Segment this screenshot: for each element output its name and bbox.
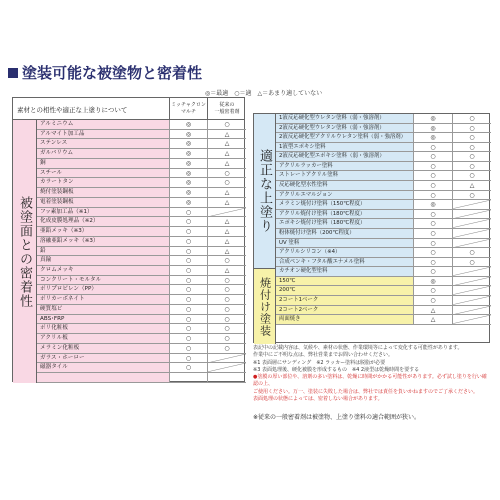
table-row <box>276 124 491 134</box>
substrate-name: ポリ化粧板 <box>37 324 169 333</box>
notes <box>253 345 490 403</box>
rating-conventional: ○ <box>207 178 246 187</box>
table-row <box>37 227 246 237</box>
rating-conventional: ○ <box>207 276 246 285</box>
note-2: 作業中にご不明な点は、弊社営業までお問い合わせください。 <box>253 352 394 359</box>
rating-conventional <box>207 363 246 372</box>
rating-conventional: ○ <box>452 191 491 200</box>
table-row <box>37 247 246 257</box>
rating-conventional: △ <box>207 237 246 246</box>
table-row <box>276 286 491 296</box>
rating-conventional <box>452 239 491 248</box>
rating-mitchakuron: ○ <box>413 171 452 180</box>
table-row <box>276 239 491 249</box>
baking-name: 2コート1ベーク <box>276 296 413 305</box>
substrate-name: スチール <box>37 169 169 178</box>
rating-mitchakuron: ◎ <box>169 159 207 168</box>
table-row <box>37 139 246 149</box>
table-row <box>37 208 246 218</box>
table-row <box>276 277 491 287</box>
rating-conventional: ○ <box>452 114 491 123</box>
substrate-name: アルマイト加工品 <box>37 130 169 139</box>
left-rows <box>37 120 246 383</box>
rating-mitchakuron <box>169 373 207 382</box>
rating-conventional: △ <box>207 266 246 275</box>
header-description: 素材との相性や適正な上塗りについて <box>17 106 128 114</box>
rating-mitchakuron: ◎ <box>413 114 452 123</box>
rating-mitchakuron: ○ <box>413 258 452 267</box>
table-row <box>37 149 246 159</box>
substrate-name: 化成皮膜処理品（※2） <box>37 217 169 226</box>
header-col-mitchakuron: ミッチャクロン マルチ <box>169 98 207 120</box>
baking-name: 200℃ <box>276 286 413 295</box>
topcoat-name: 粉体焼付け塗料（200℃程度） <box>276 229 413 238</box>
substrate-name: 硬質塩ビ <box>37 305 169 314</box>
rating-conventional: ○ <box>452 143 491 152</box>
table-row <box>276 181 491 191</box>
rating-mitchakuron: ○ <box>169 256 207 265</box>
topcoat-name: 1液型エポキシ塗料 <box>276 143 413 152</box>
rating-conventional: ○ <box>207 256 246 265</box>
substrate-name: ガラス・ホーロー <box>37 354 169 363</box>
legend: ◎＝最適 ○＝適 △＝あまり適していない <box>205 90 323 97</box>
table-header <box>13 98 244 120</box>
rating-conventional <box>452 229 491 238</box>
table-row <box>37 198 246 208</box>
rating-conventional: ○ <box>452 171 491 180</box>
substrate-name: ステンレス <box>37 139 169 148</box>
rating-mitchakuron: ◎ <box>413 200 452 209</box>
substrate-name: ABS･FRP <box>37 315 169 324</box>
table-row <box>276 229 491 239</box>
substrate-name: ポリプロピレン（PP） <box>37 285 169 294</box>
rating-mitchakuron: ○ <box>413 239 452 248</box>
rating-mitchakuron: ○ <box>169 315 207 324</box>
substrate-name: 磁器タイル <box>37 363 169 372</box>
footnote: ※従来の一般密着剤は被塗物、上塗り塗料の適合範囲が狭い。 <box>253 414 421 421</box>
table-row <box>37 266 246 276</box>
note-3: ※1 表面層にサンディング ※2 ラッカー塗料は脱脂が必要 <box>253 359 386 366</box>
table-row <box>276 315 491 325</box>
rating-mitchakuron: ○ <box>169 266 207 275</box>
table-row <box>37 295 246 305</box>
substrate-name: メラミン化粧板 <box>37 344 169 353</box>
topcoat-name: エポキシ焼付け塗料（180℃程度） <box>276 219 413 228</box>
topcoat-name: 1液反応硬化型ウレタン塗料（弱・強溶剤） <box>276 114 413 123</box>
rating-mitchakuron: ○ <box>169 354 207 363</box>
title-square-icon <box>8 68 18 78</box>
topcoat-name: カチオン硬化型塗料 <box>276 267 413 276</box>
rating-mitchakuron: ◎ <box>169 139 207 148</box>
topcoat-name: アクリルエマルジョン <box>276 191 413 200</box>
rating-conventional <box>452 277 491 286</box>
rating-conventional: ○ <box>207 344 246 353</box>
substrate-name: コンクリート・モルタル <box>37 276 169 285</box>
rating-mitchakuron: ◎ <box>413 277 452 286</box>
table-row <box>37 373 246 383</box>
rating-conventional: ○ <box>207 334 246 343</box>
table-row <box>276 258 491 268</box>
table-row <box>276 143 491 153</box>
rating-conventional: ○ <box>207 285 246 294</box>
substrate-name: 亜鉛メッキ（※3） <box>37 227 169 236</box>
topcoat-name: アクリル焼付け塗料（180℃程度） <box>276 210 413 219</box>
table-row <box>37 217 246 227</box>
rating-conventional <box>452 306 491 315</box>
warning-1: ●塗膜の厚い部位や、溶剤の多い塗料は、乾燥に時間がかかる可能性があります。必ず試し塗りを行い確認の上、 <box>253 374 487 388</box>
substrate-name <box>37 373 169 382</box>
baking-name: 2コート2ベーク <box>276 306 413 315</box>
rating-mitchakuron: ○ <box>413 210 452 219</box>
rating-mitchakuron: ○ <box>413 152 452 161</box>
rating-conventional: △ <box>207 130 246 139</box>
table-row <box>276 296 491 306</box>
rating-mitchakuron: ○ <box>413 296 452 305</box>
topcoat-name: 反応硬化型水性塗料 <box>276 181 413 190</box>
table-row <box>276 210 491 220</box>
substrate-name: ガルバリウム <box>37 149 169 158</box>
substrate-name: 真鍮 <box>37 256 169 265</box>
rating-conventional: △ <box>207 149 246 158</box>
rating-conventional: ○ <box>452 124 491 133</box>
rating-conventional: △ <box>207 198 246 207</box>
topcoat-name: 合成ペンキ・フタル酸エナメル塗料 <box>276 258 413 267</box>
rating-conventional: ○ <box>452 248 491 257</box>
table-row <box>37 363 246 373</box>
rating-mitchakuron: ○ <box>413 286 452 295</box>
topcoat-name: 2液反応硬化型アクリルウレタン塗料（弱・強溶剤） <box>276 133 413 142</box>
category-label: 被塗面との密着性 <box>13 120 37 383</box>
rating-conventional <box>452 219 491 228</box>
rating-conventional: ○ <box>452 162 491 171</box>
rating-mitchakuron: ○ <box>169 324 207 333</box>
topcoat-name: 2液反応硬化型ウレタン塗料（弱・強溶剤） <box>276 124 413 133</box>
rating-conventional <box>207 208 246 217</box>
table-row <box>276 191 491 201</box>
substrate-name: 溶融亜鉛メッキ（※3） <box>37 237 169 246</box>
table-row <box>37 285 246 295</box>
table-row <box>37 354 246 364</box>
rating-mitchakuron: ○ <box>169 227 207 236</box>
right-rows <box>276 114 491 325</box>
warning-2: ご使用ください。万一、塗装に失敗した場合は、弊社では責任を負いかねますのでご了承ください。 <box>253 388 479 395</box>
rating-mitchakuron: ◎ <box>169 130 207 139</box>
note-4: ※3 表面処理後、硬化被膜を形成するもの ※4 2液型は乾燥時間を要する <box>253 366 420 373</box>
rating-conventional <box>207 373 246 382</box>
rating-mitchakuron: ○ <box>413 267 452 276</box>
rating-conventional <box>452 200 491 209</box>
category-baking: 焼付け塗装 <box>254 269 276 344</box>
topcoat-name: UV 塗料 <box>276 239 413 248</box>
warning-3: 表面処理の状態によっては、密着しない場合があります。 <box>253 396 383 403</box>
table-row <box>37 256 246 266</box>
rating-conventional: △ <box>207 188 246 197</box>
table-row <box>37 344 246 354</box>
rating-mitchakuron: ◎ <box>169 149 207 158</box>
rating-conventional <box>452 286 491 295</box>
compatibility-table <box>12 97 245 382</box>
rating-mitchakuron: ○ <box>169 247 207 256</box>
table-row <box>37 305 246 315</box>
table-row <box>276 162 491 172</box>
rating-conventional: ○ <box>207 324 246 333</box>
substrate-name: 銅 <box>37 159 169 168</box>
rating-mitchakuron: ○ <box>169 276 207 285</box>
rating-conventional <box>452 296 491 305</box>
table-row <box>37 324 246 334</box>
rating-conventional: ○ <box>452 133 491 142</box>
baking-name: 両面焼き <box>276 315 413 324</box>
rating-mitchakuron: ○ <box>413 248 452 257</box>
table-row <box>37 130 246 140</box>
table-row <box>37 237 246 247</box>
substrate-name: クロムメッキ <box>37 266 169 275</box>
rating-conventional: ○ <box>207 169 246 178</box>
rating-mitchakuron: ○ <box>169 295 207 304</box>
table-row <box>37 159 246 169</box>
rating-mitchakuron: ○ <box>413 229 452 238</box>
table-row <box>276 200 491 210</box>
rating-mitchakuron: ○ <box>413 181 452 190</box>
category-topcoat: 適正な上塗り <box>254 114 276 269</box>
rating-mitchakuron: ○ <box>169 305 207 314</box>
substrate-name: カラートタン <box>37 178 169 187</box>
topcoat-name: 2液反応硬化型エポキシ塗料（弱・強溶剤） <box>276 152 413 161</box>
table-row <box>276 171 491 181</box>
table-row <box>276 306 491 316</box>
rating-mitchakuron: ◎ <box>413 133 452 142</box>
rating-conventional: △ <box>207 227 246 236</box>
rating-conventional: △ <box>452 181 491 190</box>
topcoat-name: メラミン焼付け塗料（150℃程度） <box>276 200 413 209</box>
rating-mitchakuron: ○ <box>413 191 452 200</box>
topcoat-table <box>253 113 490 343</box>
rating-conventional: △ <box>207 217 246 226</box>
rating-conventional: ○ <box>207 295 246 304</box>
rating-conventional <box>452 267 491 276</box>
rating-conventional: ○ <box>452 152 491 161</box>
substrate-name: ポリカーボネイト <box>37 295 169 304</box>
topcoat-name: アクリルラッカー塗料 <box>276 162 413 171</box>
table-row <box>276 114 491 124</box>
rating-mitchakuron: ○ <box>169 334 207 343</box>
table-row <box>37 334 246 344</box>
topcoat-name: アクリルシリコン（※4） <box>276 248 413 257</box>
table-row <box>37 315 246 325</box>
table-row <box>37 178 246 188</box>
substrate-name: 焼付塗装鋼板 <box>37 188 169 197</box>
title-text: 塗装可能な被塗物と密着性 <box>22 64 203 82</box>
substrate-name: アルミニウム <box>37 120 169 129</box>
rating-mitchakuron: △ <box>413 306 452 315</box>
rating-conventional: △ <box>207 159 246 168</box>
table-row <box>276 133 491 143</box>
rating-conventional: ○ <box>452 258 491 267</box>
rating-mitchakuron: ○ <box>169 237 207 246</box>
table-row <box>276 219 491 229</box>
rating-conventional <box>452 210 491 219</box>
topcoat-name: ストレートアクリル塗料 <box>276 171 413 180</box>
rating-conventional: ○ <box>207 305 246 314</box>
rating-mitchakuron: ○ <box>169 217 207 226</box>
table-row <box>37 276 246 286</box>
rating-conventional <box>452 315 491 324</box>
substrate-name: 電着塗装鋼板 <box>37 198 169 207</box>
rating-mitchakuron: ◎ <box>169 120 207 129</box>
page-title <box>8 62 202 83</box>
table-row <box>276 152 491 162</box>
substrate-name: アクリル板 <box>37 334 169 343</box>
table-row <box>37 188 246 198</box>
table-row <box>37 169 246 179</box>
rating-conventional: ○ <box>207 120 246 129</box>
rating-mitchakuron: ◎ <box>413 124 452 133</box>
table-row <box>37 120 246 130</box>
rating-mitchakuron: ○ <box>413 162 452 171</box>
rating-conventional <box>207 354 246 363</box>
rating-mitchakuron: ◎ <box>169 178 207 187</box>
substrate-name: 鉛 <box>37 247 169 256</box>
rating-conventional: △ <box>207 247 246 256</box>
rating-mitchakuron: ○ <box>169 363 207 372</box>
note-1: 表記中の記載内容は、気候や、素材の状態、作業環境等によって変化する可能性があります。 <box>253 345 463 351</box>
rating-mitchakuron: ◎ <box>169 198 207 207</box>
rating-mitchakuron: ○ <box>169 208 207 217</box>
rating-mitchakuron: ○ <box>169 344 207 353</box>
header-col-conventional: 従来の 一般密着剤 <box>207 98 246 120</box>
rating-mitchakuron: △ <box>413 315 452 324</box>
rating-mitchakuron: ◎ <box>169 169 207 178</box>
table-row <box>276 267 491 277</box>
rating-conventional: △ <box>207 139 246 148</box>
baking-name: 150℃ <box>276 277 413 286</box>
rating-mitchakuron: ○ <box>169 285 207 294</box>
table-row <box>276 248 491 258</box>
rating-mitchakuron: ○ <box>413 143 452 152</box>
substrate-name: フッ素加工品（※1） <box>37 208 169 217</box>
rating-mitchakuron: ○ <box>413 219 452 228</box>
rating-mitchakuron: ◎ <box>169 188 207 197</box>
rating-conventional: ○ <box>207 315 246 324</box>
